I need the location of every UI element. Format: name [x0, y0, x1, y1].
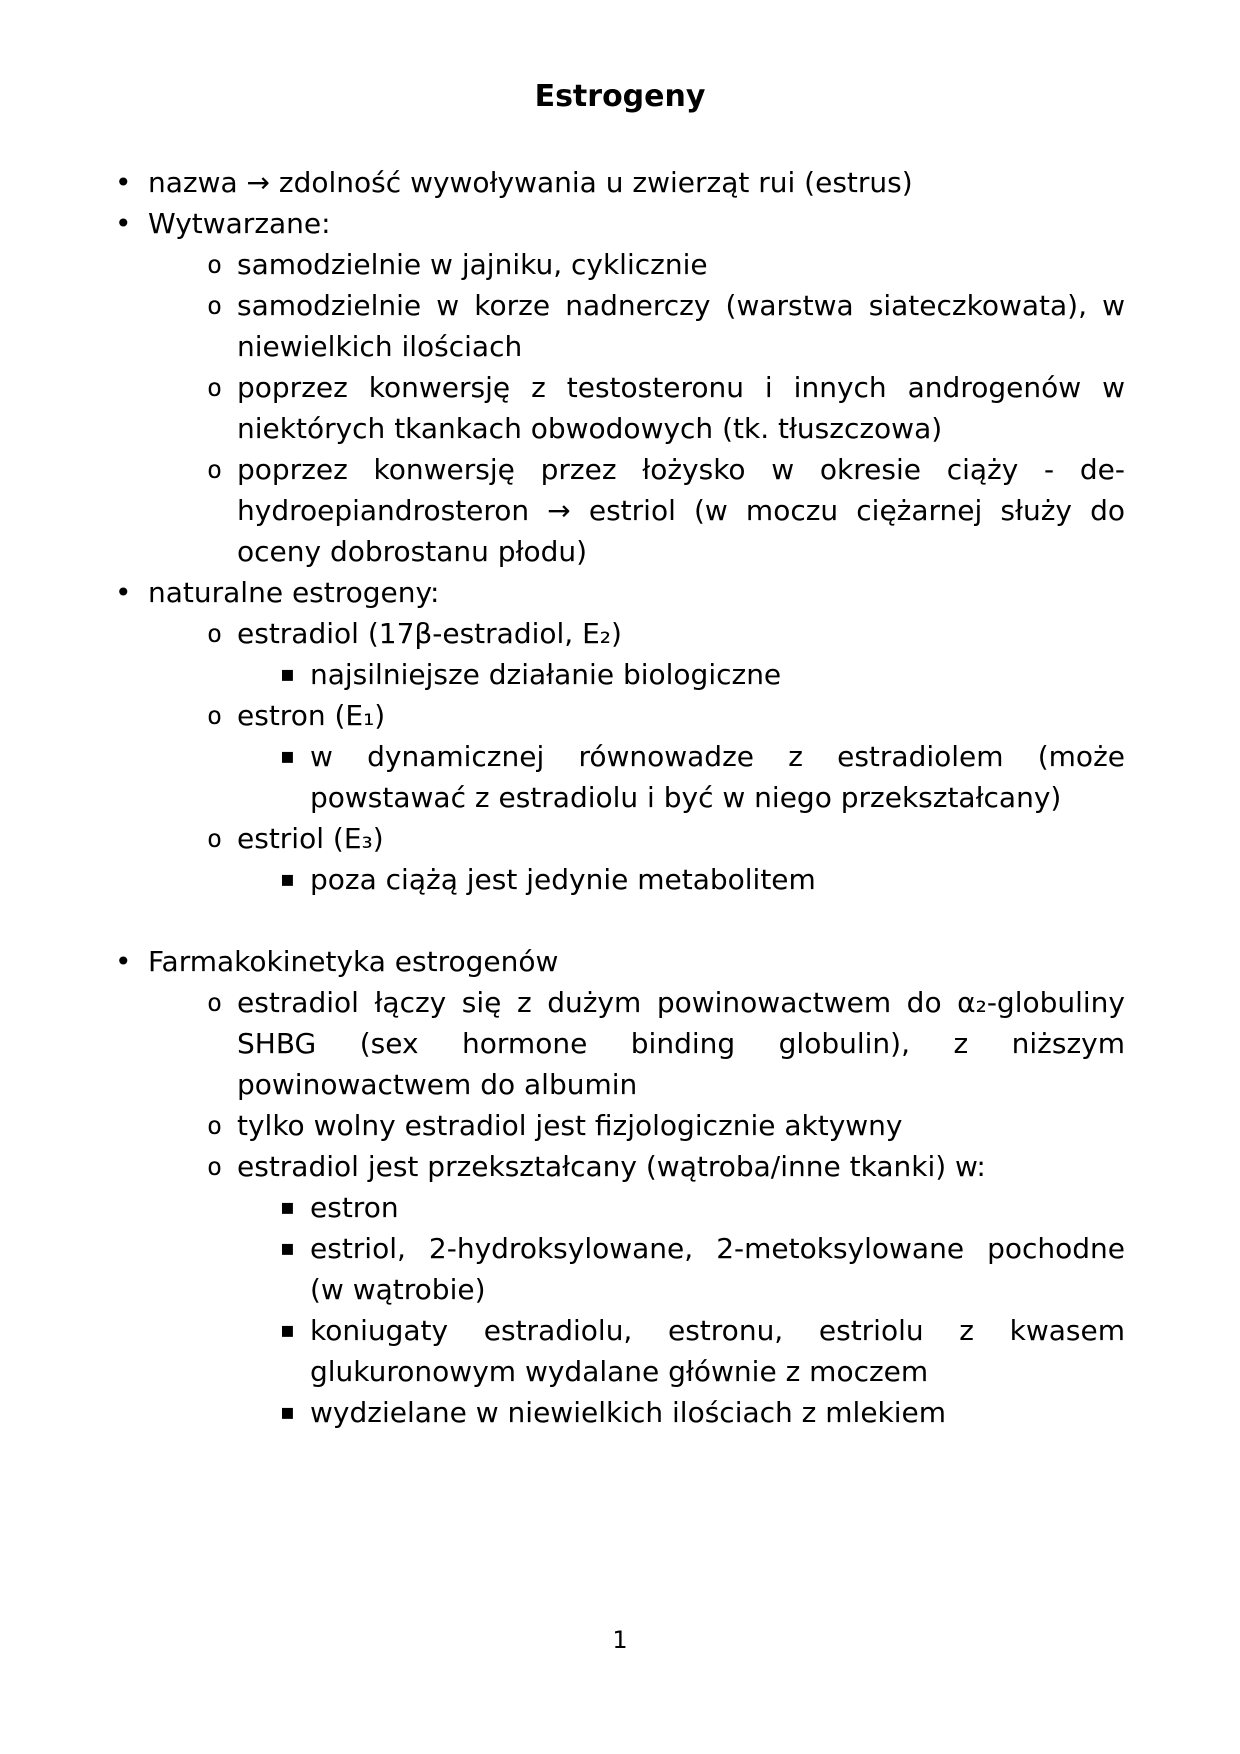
list-item: [280, 1187, 1125, 1228]
list-item-text: wydzielane w niewielkich ilościach z mlekiem: [310, 1396, 947, 1429]
list-item: [207, 818, 1125, 859]
bullet-icon: ▪: [280, 1195, 295, 1220]
bullet-icon: o: [207, 455, 223, 484]
list-item: [280, 1310, 1125, 1392]
list-item-text: poprzez konwersję z testosteronu i innych androgenów w niektórych tkankach obwodowych (tk. tłuszczowa): [237, 371, 1125, 445]
bullet-icon: o: [207, 988, 223, 1017]
list-item: [280, 654, 1125, 695]
list-item-text: estriol (E₃): [237, 822, 384, 855]
list-item-text: estradiol jest przekształcany (wątroba/inne tkanki) w:: [237, 1150, 986, 1183]
bullet-icon: ▪: [280, 1236, 295, 1261]
list-item: [207, 613, 1125, 654]
list-item: [207, 1105, 1125, 1146]
list-item: [207, 982, 1125, 1105]
list-item: [115, 162, 1125, 203]
list-item-text: estron: [310, 1191, 399, 1224]
page-title: Estrogeny: [534, 79, 706, 114]
list-item-text: w dynamicznej równowadze z estradiolem (może powstawać z estradiolu i być w niego przekształcany): [310, 740, 1125, 814]
list-item: [115, 572, 1125, 613]
list-item: [115, 203, 1125, 244]
bullet-icon: ▪: [280, 1318, 295, 1343]
bullet-icon: ▪: [280, 662, 295, 687]
list-item: [280, 859, 1125, 900]
bullet-icon: o: [207, 291, 223, 320]
list-item: [280, 736, 1125, 818]
bullet-icon: •: [115, 207, 132, 240]
bullet-icon: ▪: [280, 867, 295, 892]
bullet-icon: ▪: [280, 744, 295, 769]
bullet-icon: •: [115, 166, 132, 199]
list-item-text: tylko wolny estradiol jest fizjologicznie aktywny: [237, 1109, 903, 1142]
list-item-text: najsilniejsze działanie biologiczne: [310, 658, 782, 691]
bullet-icon: •: [115, 945, 132, 978]
list-item-text: estriol, 2-hydroksylowane, 2-metoksylowane pochodne (w wątrobie): [310, 1232, 1125, 1306]
list-item-text: estradiol łączy się z dużym powinowactwem do α₂-globuliny SHBG (sex hormone binding globulin), z niższym powinowactwem do albumin: [237, 986, 1125, 1101]
list-item-text: poza ciążą jest jedynie metabolitem: [310, 863, 816, 896]
list-item-text: koniugaty estradiolu, estronu, estriolu z kwasem glukuronowym wydalane głównie z moczem: [310, 1314, 1125, 1388]
bullet-icon: o: [207, 824, 223, 853]
bullet-list: [115, 162, 1125, 1433]
bullet-icon: •: [115, 576, 132, 609]
list-item: [207, 1146, 1125, 1187]
bullet-icon: o: [207, 619, 223, 648]
list-item-text: Farmakokinetyka estrogenów: [148, 945, 559, 978]
bullet-icon: ▪: [280, 1400, 295, 1425]
bullet-icon: o: [207, 373, 223, 402]
list-item: [207, 367, 1125, 449]
list-item: [115, 941, 1125, 982]
bullet-icon: o: [207, 250, 223, 279]
list-item: [207, 449, 1125, 572]
list-item-text: estradiol (17β-estradiol, E₂): [237, 617, 622, 650]
list-item: [207, 695, 1125, 736]
bullet-icon: o: [207, 1111, 223, 1140]
list-item: [207, 285, 1125, 367]
list-item: [280, 1392, 1125, 1433]
list-item-text: samodzielnie w jajniku, cyklicznie: [237, 248, 708, 281]
list-item-text: estron (E₁): [237, 699, 386, 732]
bullet-icon: o: [207, 1152, 223, 1181]
list-item-text: poprzez konwersję przez łożysko w okresie ciąży - dehydroepiandrosteron → estriol (w moczu ciężarnej służy do oceny dobrostanu płodu): [237, 453, 1125, 568]
list-item-text: nazwa → zdolność wywoływania u zwierząt rui (estrus): [148, 166, 913, 199]
list-item: [280, 1228, 1125, 1310]
list-item-text: naturalne estrogeny:: [148, 576, 440, 609]
page-number: 1: [612, 1626, 628, 1654]
list-item-text: Wytwarzane:: [148, 207, 331, 240]
list-item-text: samodzielnie w korze nadnerczy (warstwa siateczkowata), w niewielkich ilościach: [237, 289, 1125, 363]
bullet-icon: o: [207, 701, 223, 730]
list-item: [207, 244, 1125, 285]
